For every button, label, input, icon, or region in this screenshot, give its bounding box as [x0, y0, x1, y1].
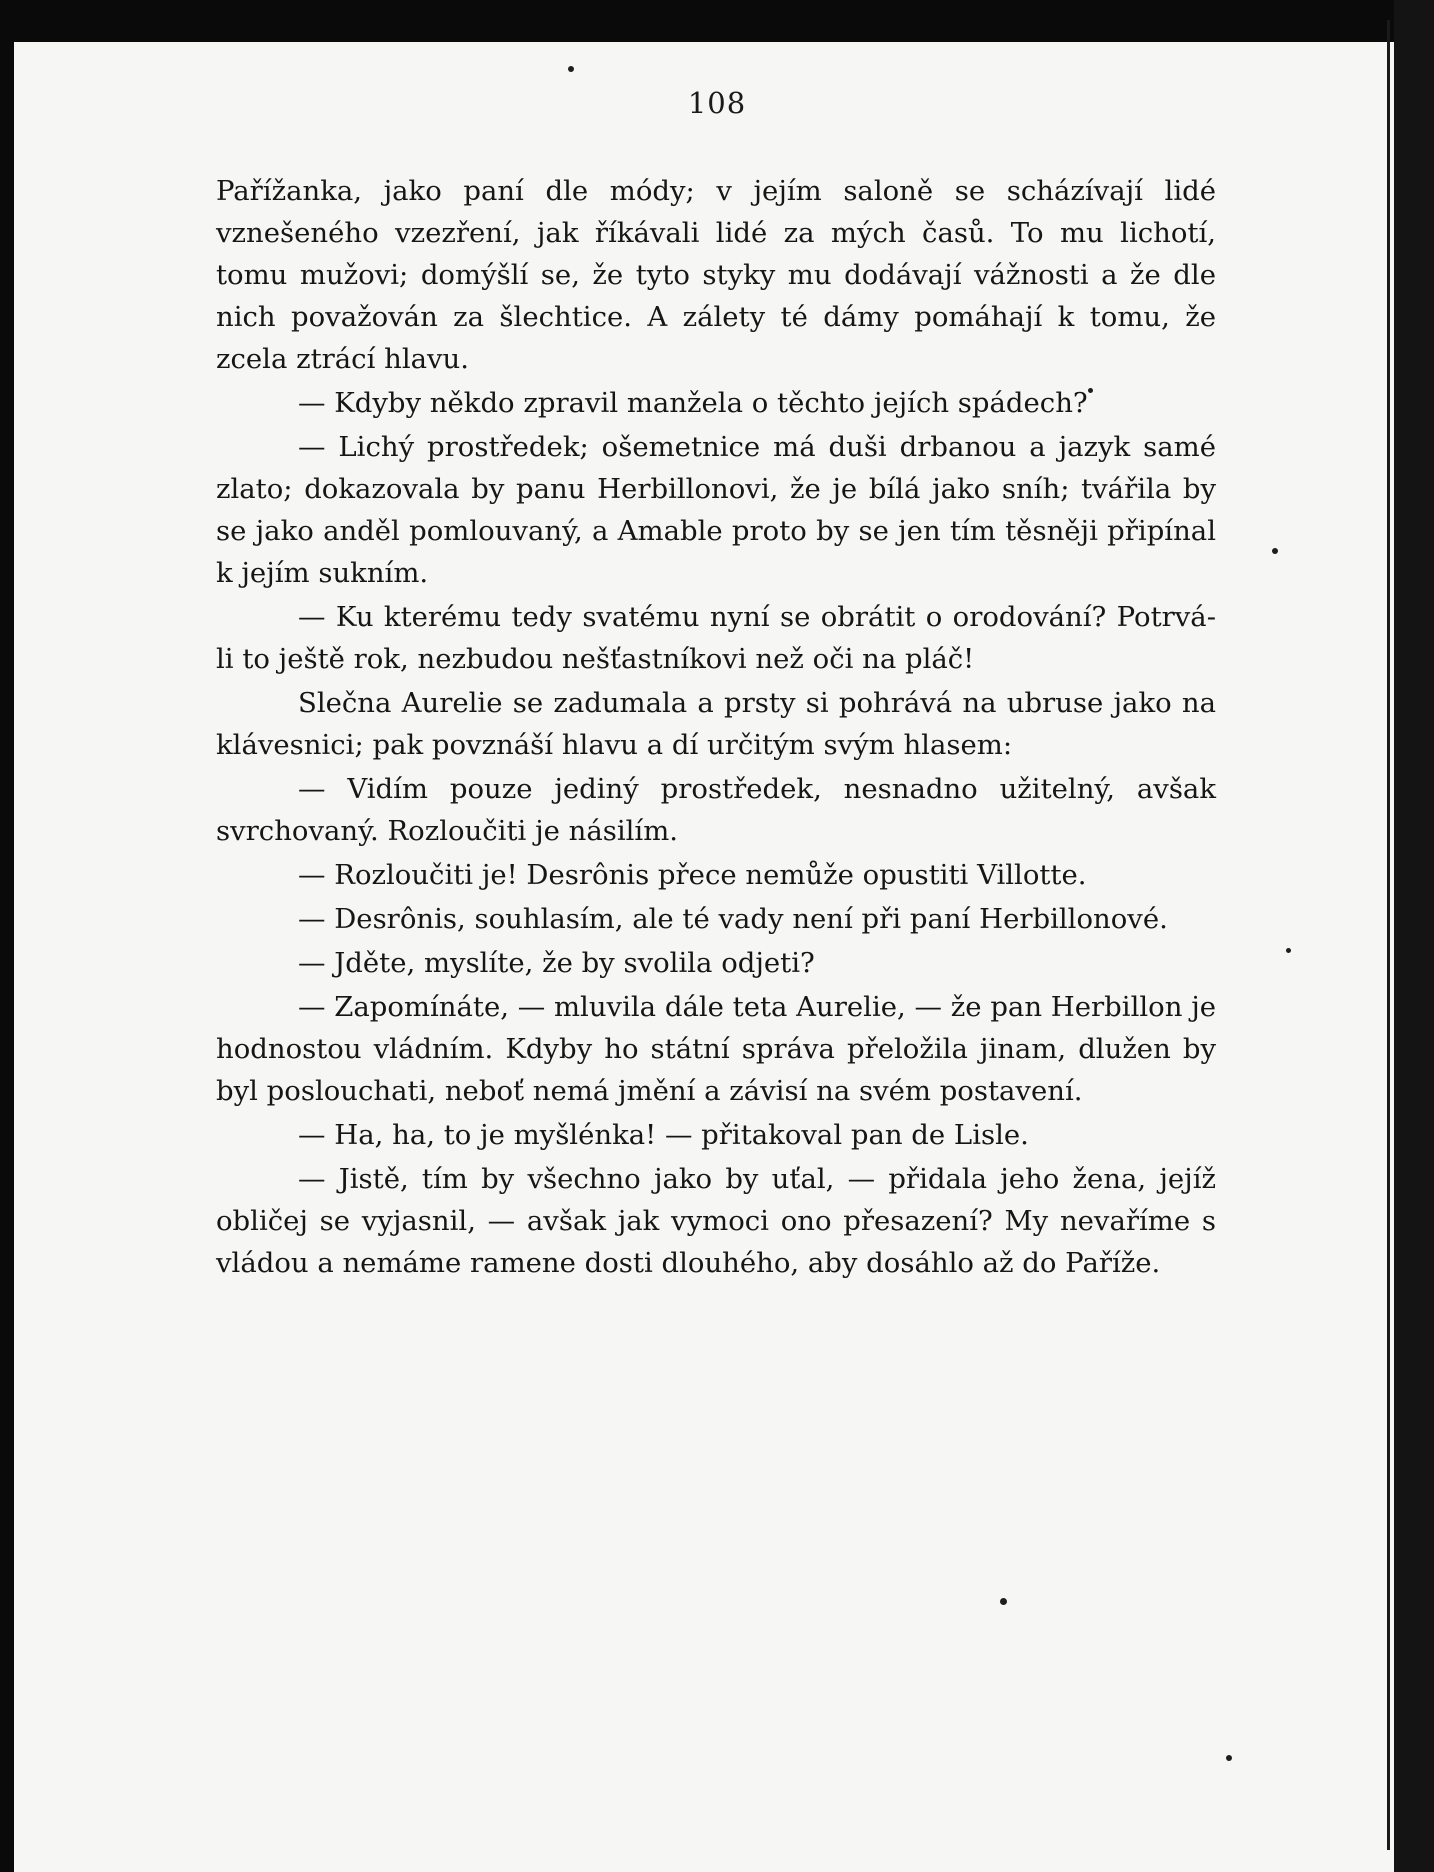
page-number: 108 [687, 86, 747, 120]
paragraph: Slečna Aurelie se zadumala a prsty si pohrává na ubruse jako na klávesnici; pak povznáší hlavu a dí určitým svým hlasem: [216, 687, 1216, 761]
dust-speck [568, 66, 574, 72]
paragraph: — Jistě, tím by všechno jako by uťal, — přidala jeho žena, jejíž obličej se vyjasnil, — avšak jak vymoci ono přesazení? My nevaříme s vládou a nemáme ramene dosti dlouhého, aby dosáhlo až do Paříže. [216, 1163, 1216, 1279]
dust-speck [1272, 548, 1278, 554]
paragraph: — Lichý prostředek; ošemetnice má duši drbanou a jazyk samé zlato; dokazovala by panu Herbillonovi, že je bílá jako sníh; tvářila by se jako anděl pomlouvaný, a Amable proto by se jen tím těsněji připínal k jejím sukním. [216, 431, 1216, 589]
paragraph: Pařížanka, jako paní dle módy; v jejím saloně se scházívají lidé vznešeného vzezření, jak říkávali lidé za mých časů. To mu lichotí, tomu mužovi; domýšlí se, že tyto styky mu dodávají vážnosti a že dle nich považován za šlechtice. A zálety té dámy pomáhají k tomu, že zcela ztrácí hlavu. [216, 175, 1216, 375]
dust-speck [1226, 1755, 1232, 1761]
paragraph: — Zapomínáte, — mluvila dále teta Aurelie, — že pan Herbillon je hodnostou vládním. Kdyby ho státní správa přeložila jinam, dlužen by byl poslouchati, neboť nemá jmění a závisí na svém postavení. [216, 991, 1216, 1107]
binding-edge-line [1387, 20, 1390, 1850]
paragraph: — Ha, ha, to je myšlénka! — přitakoval pan de Lisle. [298, 1119, 1029, 1151]
body-text [216, 170, 1216, 1286]
paragraph: — Rozloučiti je! Desrônis přece nemůže opustiti Villotte. [298, 859, 1087, 891]
paragraph: — Kdyby někdo zpravil manžela o těchto jejích spádech? [298, 387, 1088, 419]
paragraph: — Vidím pouze jediný prostředek, nesnadno užitelný, avšak svrchovaný. Rozloučiti je násilím. [216, 773, 1216, 847]
paragraph: — Desrônis, souhlasím, ale té vady není při paní Herbillonové. [298, 903, 1168, 935]
dust-speck [1000, 1598, 1007, 1605]
paragraph: — Jděte, myslíte, že by svolila odjeti? [298, 947, 815, 979]
dust-speck [1286, 948, 1291, 953]
binding-edge-strip [1394, 0, 1434, 1872]
paragraph: — Ku kterému tedy svatému nyní se obrátit o orodování? Potrvá-li to ještě rok, nezbudou nešťastníkovi než oči na pláč! [216, 601, 1216, 675]
